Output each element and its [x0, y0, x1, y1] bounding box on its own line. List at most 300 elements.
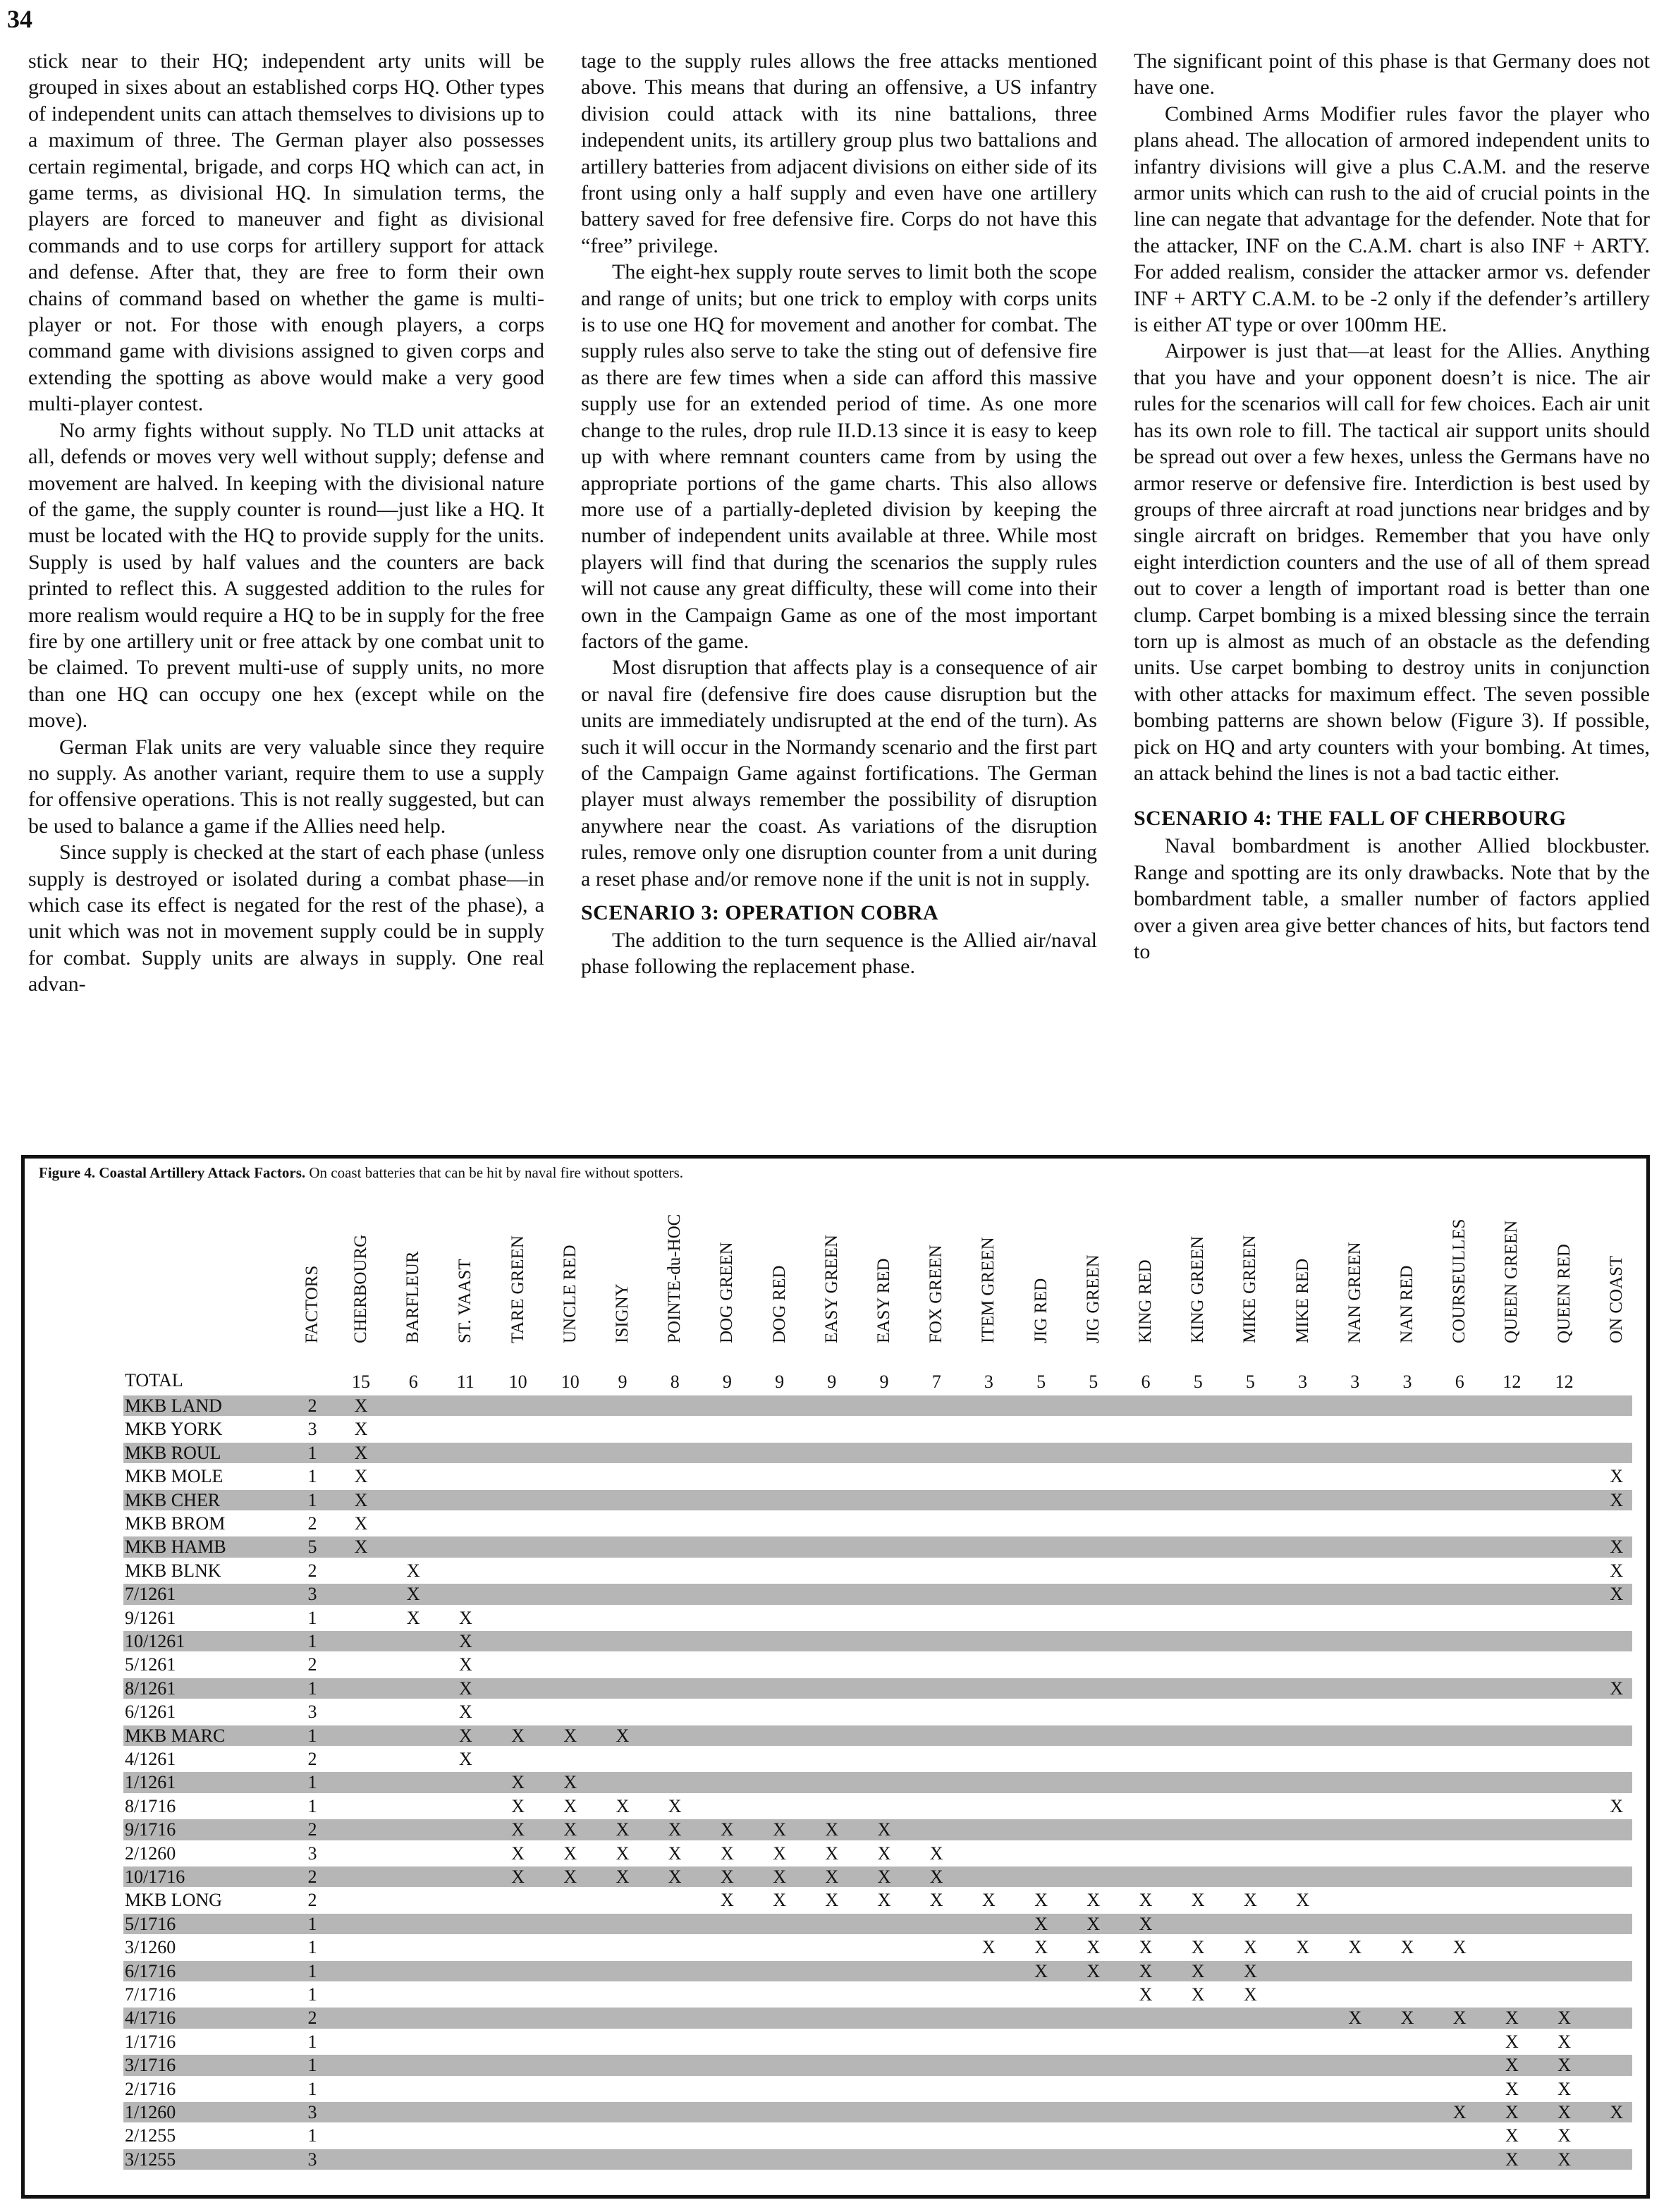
- column-header-label: TARE GREEN: [508, 1235, 527, 1343]
- x-mark: X: [1244, 1937, 1257, 1958]
- column-headers: [25, 1187, 1646, 1363]
- battery-factor: 1: [307, 1795, 317, 1816]
- battery-name: 4/1261: [125, 1749, 176, 1769]
- column-header-target: [1135, 1194, 1156, 1363]
- paragraph: The significant point of this phase is that Germany does not have one.: [1134, 49, 1650, 99]
- row-shading: [123, 1631, 1632, 1651]
- battery-factor: 1: [307, 1607, 317, 1628]
- column-header-label: POINTE-du-HOC: [665, 1214, 685, 1343]
- table-row: [25, 1795, 1646, 1818]
- battery-factor: 2: [307, 1395, 317, 1416]
- total-value: 3: [1402, 1371, 1412, 1392]
- row-shading: [123, 1961, 1632, 1981]
- x-mark: X: [1505, 2008, 1519, 2029]
- column-header-target: [716, 1194, 737, 1363]
- x-mark: X: [406, 1584, 420, 1605]
- battery-name: MKB MARC: [125, 1725, 226, 1746]
- column-header-label: EASY GREEN: [821, 1235, 841, 1343]
- x-mark: X: [721, 1890, 734, 1911]
- table-row: [25, 1960, 1646, 1983]
- total-value: 5: [1036, 1371, 1046, 1392]
- column-header-target: [1187, 1194, 1208, 1363]
- paragraph: Naval bombardment is another Allied blockbuster. Range and spotting are its only drawbacks. Note that by the bombardment table, a smaller number of factors applied over a given area give better chances of hits, but factors tend to: [1134, 834, 1650, 963]
- row-shading: [123, 1772, 1632, 1792]
- battery-factor: 3: [307, 1701, 317, 1723]
- battery-factor: 3: [307, 1843, 317, 1864]
- battery-factor: 3: [307, 1419, 317, 1440]
- battery-name: 3/1260: [125, 1937, 176, 1958]
- x-mark: X: [668, 1843, 682, 1864]
- x-mark: X: [511, 1819, 525, 1840]
- x-mark: X: [1610, 1560, 1624, 1581]
- x-mark: X: [773, 1819, 786, 1840]
- page-number: 34: [7, 5, 32, 33]
- row-shading: [123, 1466, 1632, 1486]
- row-shading: [123, 1513, 1632, 1534]
- column-header-label: DOG GREEN: [717, 1242, 737, 1343]
- column-header-label: QUEEN RED: [1554, 1244, 1574, 1343]
- row-shading: [123, 1560, 1632, 1581]
- column-header-label: NAN GREEN: [1345, 1242, 1364, 1343]
- row-shading: [123, 1490, 1632, 1510]
- x-mark: X: [354, 1489, 368, 1510]
- row-shading: [123, 1725, 1632, 1746]
- column-header-target: [1292, 1194, 1314, 1363]
- battery-factor: 1: [307, 1772, 317, 1793]
- column-header-label: NAN RED: [1397, 1265, 1416, 1343]
- x-mark: X: [1557, 2078, 1571, 2099]
- paragraph: Combined Arms Modifier rules favor the player who plans ahead. The allocation of armored independent units to infantry divisions will give a plus C.A.M. and the reserve armor units which can rush to the aid of crucial points in the line can negate that advantage for the defender. Note that for the attacker, INF on the C.A.M. chart is also INF + ARTY. For added realism, consider the attacker armor vs. defender INF + ARTY C.A.M. to be -2 only if the defender’s artillery is either AT type or over 100mm HE.: [1134, 102, 1650, 337]
- x-mark: X: [825, 1843, 839, 1864]
- x-mark: X: [1034, 1960, 1048, 1981]
- row-shading: [123, 1654, 1632, 1675]
- x-mark: X: [354, 1536, 368, 1558]
- x-mark: X: [616, 1725, 630, 1746]
- table-row: [25, 1441, 1646, 1465]
- x-mark: X: [1610, 1536, 1624, 1558]
- battery-name: MKB BLNK: [125, 1560, 221, 1581]
- x-mark: X: [1034, 1913, 1048, 1934]
- x-mark: X: [1191, 1890, 1205, 1911]
- battery-factor: 1: [307, 1960, 317, 1981]
- column-header-label: JIG RED: [1031, 1278, 1051, 1343]
- column-header-target: [612, 1194, 633, 1363]
- section-heading: SCENARIO 4: THE FALL OF CHERBOURG: [1134, 807, 1567, 831]
- column-header-target: [455, 1194, 476, 1363]
- x-mark: X: [929, 1866, 943, 1887]
- paragraph: stick near to their HQ; independent arty units will be grouped in sixes about an established corps HQ. Other types of independent units can attach themselves to divisions up to a maximum of three. The German player also possesses certain regimental, brigade, and corps HQ which can act, in game terms, as divisional HQ. In simulation terms, the players are forced to maneuver and fight as divisional commands and to use corps for artillery support for attack and defense. After that, they are free to form their own chains of command based on whether the game is multi-player or not. For those with enough players, a corps command game with divisions assigned to given corps and extending the spotting as above would make a very good multi-player contest.: [28, 49, 544, 416]
- x-mark: X: [1557, 2008, 1571, 2029]
- x-mark: X: [668, 1866, 682, 1887]
- row-shading: [123, 1749, 1632, 1769]
- table-row: [25, 2148, 1646, 2171]
- battery-factor: 2: [307, 1890, 317, 1911]
- x-mark: X: [1610, 2102, 1624, 2122]
- battery-name: 1/1716: [125, 2031, 176, 2052]
- column-header-label: FOX GREEN: [926, 1245, 946, 1343]
- x-mark: X: [1610, 1584, 1624, 1605]
- row-shading: [123, 1914, 1632, 1934]
- battery-factor: 1: [307, 1913, 317, 1934]
- total-value: 15: [352, 1371, 370, 1392]
- battery-factor: 3: [307, 1584, 317, 1605]
- column-header-target: [664, 1194, 685, 1363]
- x-mark: X: [1244, 1984, 1257, 2005]
- x-mark: X: [1348, 2008, 1362, 2029]
- x-mark: X: [1087, 1937, 1101, 1958]
- x-mark: X: [1505, 2031, 1519, 2052]
- column-header-label: QUEEN GREEN: [1502, 1220, 1522, 1343]
- column-header-target: [560, 1194, 581, 1363]
- table-row: [25, 1653, 1646, 1676]
- x-mark: X: [1087, 1960, 1101, 1981]
- table-row: [25, 1865, 1646, 1888]
- row-shading: [123, 2102, 1632, 2122]
- paragraph: The eight-hex supply route serves to limit both the scope and range of units; but one trick to employ with corps units is to use one HQ for movement and another for combat. The supply rules also serve to take the sting out of defensive fire as there are few times when a side can afford this massive supply use for an extended period of time. As one more change to the rules, drop rule II.D.13 since it is easy to keep up with where remnant counters came from by using the appropriate portions of the game charts. This also allows more use of a partially-depleted division by keeping the number of independent units available at three. While most players will find that during the scenarios the supply rules will not cause any great difficulty, these will come into their own in the Campaign Game as one of the most important factors of the game.: [581, 260, 1097, 653]
- column-header-label: DOG RED: [769, 1265, 789, 1343]
- column-header-label: BARFLEUR: [403, 1251, 423, 1343]
- column-header-label: ON COAST: [1606, 1255, 1626, 1343]
- column-header-target: [1240, 1194, 1261, 1363]
- battery-name: MKB CHER: [125, 1489, 221, 1510]
- row-shading: [123, 1678, 1632, 1699]
- x-mark: X: [877, 1890, 891, 1911]
- column-header-target: [1083, 1194, 1104, 1363]
- battery-name: 10/1261: [125, 1631, 185, 1651]
- x-mark: X: [511, 1843, 525, 1864]
- x-mark: X: [1610, 1489, 1624, 1510]
- battery-name: 2/1260: [125, 1843, 176, 1864]
- total-value: 11: [456, 1371, 475, 1392]
- table-row: [25, 1512, 1646, 1535]
- total-value: 7: [931, 1371, 941, 1392]
- battery-factor: 3: [307, 2102, 317, 2122]
- x-mark: X: [511, 1866, 525, 1887]
- row-shading: [123, 1796, 1632, 1816]
- column-header-target: [1449, 1194, 1470, 1363]
- x-mark: X: [459, 1607, 472, 1628]
- battery-name: 8/1261: [125, 1678, 176, 1699]
- total-value: 10: [561, 1371, 580, 1392]
- row-shading: [123, 1584, 1632, 1604]
- battery-name: MKB LONG: [125, 1890, 222, 1911]
- column-header-target: [978, 1194, 999, 1363]
- row-shading: [123, 1419, 1632, 1439]
- battery-factor: 2: [307, 1819, 317, 1840]
- table-row: [25, 1630, 1646, 1653]
- x-mark: X: [354, 1395, 368, 1416]
- x-mark: X: [1034, 1890, 1048, 1911]
- x-mark: X: [1452, 2102, 1467, 2122]
- battery-factor: 1: [307, 2055, 317, 2076]
- x-mark: X: [1557, 2031, 1571, 2052]
- x-mark: X: [668, 1795, 682, 1816]
- row-shading: [123, 1443, 1632, 1463]
- x-mark: X: [1505, 2102, 1519, 2122]
- total-value: 12: [1555, 1371, 1574, 1392]
- table-row: [25, 1842, 1646, 1865]
- paragraph: Most disruption that affects play is a consequence of air or naval fire (defensive fire does cause disruption but the units are immediately undisrupted at the end of the turn). As such it will occur in the Normandy scenario and the first part of the Campaign Game against fortifications. The German player must always remember the possibility of disruption anywhere near the coast. As variations of the disruption rules, remove only one disruption counter from a unit during a reset phase and/or remove none if the unit is not in supply.: [581, 656, 1097, 891]
- column-header-label: MIKE GREEN: [1240, 1235, 1260, 1343]
- table-row: [25, 1582, 1646, 1606]
- text-column-1: [28, 48, 544, 1127]
- table-row: [25, 1771, 1646, 1794]
- table-row: [25, 1700, 1646, 1723]
- x-mark: X: [721, 1866, 734, 1887]
- column-header-factors: [302, 1194, 323, 1363]
- total-value: 9: [722, 1371, 732, 1392]
- x-mark: X: [668, 1819, 682, 1840]
- battery-name: 1/1260: [125, 2102, 176, 2122]
- battery-factor: 1: [307, 1984, 317, 2005]
- total-value: [1606, 1370, 1627, 1393]
- x-mark: X: [982, 1937, 996, 1958]
- x-mark: X: [563, 1843, 577, 1864]
- column-header-target: [874, 1194, 895, 1363]
- battery-name: 2/1716: [125, 2078, 176, 2099]
- x-mark: X: [511, 1795, 525, 1816]
- table-row: [25, 1912, 1646, 1936]
- x-mark: X: [563, 1866, 577, 1887]
- battery-factor: 2: [307, 1560, 317, 1581]
- x-mark: X: [1557, 2149, 1571, 2170]
- x-mark: X: [1452, 2008, 1467, 2029]
- table-row: [25, 1535, 1646, 1558]
- row-shading: [123, 2031, 1632, 2052]
- battery-factor: 1: [307, 1442, 317, 1463]
- battery-factor: 5: [307, 1536, 317, 1558]
- text-column-3: [1134, 48, 1650, 1127]
- total-value: 8: [670, 1371, 680, 1392]
- x-mark: X: [1191, 1984, 1205, 2005]
- totals-label: TOTAL: [125, 1370, 183, 1391]
- column-header-label: COURSEULLES: [1450, 1218, 1469, 1343]
- x-mark: X: [354, 1466, 368, 1487]
- table-row: [25, 1888, 1646, 1912]
- total-value: 6: [1455, 1371, 1464, 1392]
- row-shading: [123, 1536, 1632, 1557]
- x-mark: X: [459, 1749, 472, 1769]
- row-shading: [123, 2149, 1632, 2170]
- battery-factor: 2: [307, 1749, 317, 1769]
- table-row: [25, 1606, 1646, 1630]
- total-value: 9: [618, 1371, 628, 1392]
- x-mark: X: [877, 1843, 891, 1864]
- column-header-label: KING RED: [1136, 1259, 1155, 1343]
- battery-name: MKB MOLE: [125, 1466, 224, 1487]
- table-row: [25, 2006, 1646, 2029]
- row-shading: [123, 1701, 1632, 1722]
- column-header-target: [1606, 1194, 1627, 1363]
- x-mark: X: [1191, 1960, 1205, 1981]
- battery-name: 6/1716: [125, 1960, 176, 1981]
- total-value: 9: [827, 1371, 837, 1392]
- x-mark: X: [1557, 2055, 1571, 2076]
- x-mark: X: [1557, 2102, 1571, 2122]
- battery-factor: 1: [307, 1725, 317, 1746]
- x-mark: X: [1610, 1795, 1624, 1816]
- x-mark: X: [929, 1890, 943, 1911]
- table-row: [25, 1724, 1646, 1747]
- table-row: [25, 1394, 1646, 1417]
- x-mark: X: [1505, 2078, 1519, 2099]
- battery-factor: 2: [307, 1513, 317, 1534]
- table-row: [25, 2077, 1646, 2101]
- table-row: [25, 2053, 1646, 2077]
- table-row: [25, 1818, 1646, 1841]
- battery-name: MKB YORK: [125, 1419, 223, 1440]
- battery-name: 10/1716: [125, 1866, 185, 1887]
- battery-factor: 1: [307, 1489, 317, 1510]
- total-value: 5: [1193, 1371, 1203, 1392]
- x-mark: X: [616, 1866, 630, 1887]
- total-value: 6: [1141, 1371, 1151, 1392]
- column-header-target: [1501, 1194, 1522, 1363]
- battery-name: MKB LAND: [125, 1395, 222, 1416]
- x-mark: X: [1610, 1466, 1624, 1487]
- x-mark: X: [929, 1843, 943, 1864]
- table-row: [25, 1489, 1646, 1512]
- column-header-label: KING GREEN: [1188, 1235, 1208, 1343]
- battery-factor: 1: [307, 1937, 317, 1958]
- column-header-target: [1554, 1194, 1575, 1363]
- battery-factor: 3: [307, 2149, 317, 2170]
- total-value: 3: [1298, 1371, 1308, 1392]
- table-row: [25, 1677, 1646, 1700]
- column-header-label: JIG GREEN: [1083, 1254, 1103, 1343]
- x-mark: X: [1034, 1937, 1048, 1958]
- battery-name: 2/1255: [125, 2125, 176, 2146]
- x-mark: X: [825, 1890, 839, 1911]
- x-mark: X: [406, 1560, 420, 1581]
- x-mark: X: [1139, 1984, 1153, 2005]
- x-mark: X: [773, 1843, 786, 1864]
- battery-name: 7/1716: [125, 1984, 176, 2005]
- battery-name: 6/1261: [125, 1701, 176, 1723]
- x-mark: X: [1610, 1678, 1624, 1699]
- column-header-target: [926, 1194, 947, 1363]
- table-row: [25, 1417, 1646, 1441]
- column-header-label: ST. VAAST: [455, 1259, 475, 1343]
- x-mark: X: [511, 1772, 525, 1793]
- x-mark: X: [1191, 1937, 1205, 1958]
- battery-name: 7/1261: [125, 1584, 176, 1605]
- battery-name: 5/1261: [125, 1654, 176, 1675]
- total-value: 6: [408, 1371, 418, 1392]
- paragraph: Since supply is checked at the start of each phase (unless supply is destroyed or isolated during a combat phase—in which case its effect is negated for the rest of the phase), a unit which was not in movement supply could be in supply for combat. Supply units are always in supply. One real advan-: [28, 841, 544, 996]
- battery-name: 9/1716: [125, 1819, 176, 1840]
- paragraph: Airpower is just that—at least for the Allies. Anything that you have and your opponent doesn’t is nice. The air rules for the scenarios will call for few choices. Each air unit has its own role to fill. The tactical air support units should be spread out over a few hexes, unless the Germans have no armor reserve or defensive fire. Interdiction is best used by groups of three aircraft at road junctions near bridges and by single aircraft on bridges. Remember that you have only eight interdiction counters and the use of all of them spread out to cover a length of important road is better than one clump. Carpet bombing is a mixed blessing since the terrain torn up is almost as much of an obstacle as the defending units. Use carpet bombing to destroy units in conjunction with other attacks for maximum effect. The seven possible bombing patterns are shown below (Figure 3). If possible, pick on HQ and arty counters with your bombing. At times, an attack behind the lines is not a bad tactic either.: [1134, 339, 1650, 785]
- battery-factor: 2: [307, 1866, 317, 1887]
- battery-factor: 1: [307, 1678, 317, 1699]
- paragraph: German Flak units are very valuable since they require no supply. As another variant, require them to use a supply for offensive operations. This is not really suggested, but can be used to balance a game if the Allies need help.: [28, 735, 544, 838]
- x-mark: X: [616, 1819, 630, 1840]
- battery-name: 4/1716: [125, 2008, 176, 2029]
- x-mark: X: [1087, 1890, 1101, 1911]
- row-shading: [123, 2125, 1632, 2146]
- figure-caption-title: Figure 4. Coastal Artillery Attack Factors.: [39, 1164, 306, 1181]
- figure-caption-text: On coast batteries that can be hit by naval fire without spotters.: [305, 1164, 684, 1181]
- total-value: 3: [1350, 1371, 1360, 1392]
- table-row: [25, 1465, 1646, 1488]
- column-header-target: [1345, 1194, 1366, 1363]
- battery-factor: 1: [307, 2078, 317, 2099]
- x-mark: X: [1400, 1937, 1414, 1958]
- x-mark: X: [1296, 1890, 1309, 1911]
- x-mark: X: [459, 1678, 472, 1699]
- column-header-label: FACTORS: [302, 1265, 322, 1343]
- x-mark: X: [721, 1843, 734, 1864]
- battery-factor: 1: [307, 2031, 317, 2052]
- battery-name: MKB HAMB: [125, 1536, 226, 1558]
- article-body: [28, 48, 1650, 1127]
- x-mark: X: [1244, 1960, 1257, 1981]
- x-mark: X: [1557, 2125, 1571, 2146]
- column-header-target: [508, 1194, 529, 1363]
- total-value: 5: [1089, 1371, 1098, 1392]
- x-mark: X: [1452, 1937, 1467, 1958]
- column-header-label: UNCLE RED: [560, 1245, 580, 1343]
- battery-name: 5/1716: [125, 1913, 176, 1934]
- table-row: [25, 1983, 1646, 2006]
- paragraph: The addition to the turn sequence is the Allied air/naval phase following the replacement phase.: [581, 929, 1097, 979]
- x-mark: X: [354, 1442, 368, 1463]
- text-column-2: [581, 48, 1097, 1127]
- paragraph: No army fights without supply. No TLD unit attacks at all, defends or moves very well without supply; defense and movement are halved. In keeping with the divisional nature of the game, the supply counter is round—just like a HQ. It must be located with the HQ to provide supply for the units. Supply is used by half values and the counters are back printed to reflect this. A suggested addition to the rules for more realism would require a HQ to be in supply for the free fire by one artillery unit or free attack by one combat unit to be claimed. To prevent multi-use of supply units, no more than one HQ can occupy one hex (except while on the move).: [28, 418, 544, 733]
- battery-name: 1/1261: [125, 1772, 176, 1793]
- x-mark: X: [616, 1795, 630, 1816]
- row-shading: [123, 1984, 1632, 2005]
- column-header-label: ITEM GREEN: [979, 1237, 998, 1343]
- total-value: 9: [775, 1371, 785, 1392]
- x-mark: X: [1139, 1937, 1153, 1958]
- row-shading: [123, 2055, 1632, 2075]
- column-header-target: [769, 1194, 790, 1363]
- x-mark: X: [1139, 1890, 1153, 1911]
- x-mark: X: [1087, 1913, 1101, 1934]
- x-mark: X: [563, 1795, 577, 1816]
- x-mark: X: [459, 1654, 472, 1675]
- column-header-label: CHERBOURG: [351, 1234, 370, 1343]
- table-row: [25, 2101, 1646, 2124]
- total-value: 12: [1502, 1371, 1522, 1392]
- x-mark: X: [406, 1607, 420, 1628]
- column-header-target: [403, 1194, 424, 1363]
- battery-factor: 2: [307, 2008, 317, 2029]
- x-mark: X: [773, 1890, 786, 1911]
- battery-factor: 1: [307, 1631, 317, 1651]
- row-shading: [123, 1608, 1632, 1628]
- figure-coastal-artillery-table: [21, 1155, 1650, 2199]
- x-mark: X: [982, 1890, 996, 1911]
- x-mark: X: [1400, 2008, 1414, 2029]
- row-shading: [123, 2079, 1632, 2099]
- x-mark: X: [1348, 1937, 1362, 1958]
- x-mark: X: [511, 1725, 525, 1746]
- table-row: [25, 1559, 1646, 1582]
- table-row: [25, 2124, 1646, 2147]
- x-mark: X: [354, 1419, 368, 1440]
- x-mark: X: [459, 1725, 472, 1746]
- x-mark: X: [1139, 1960, 1153, 1981]
- figure-caption: [39, 1164, 683, 1182]
- battery-name: 9/1261: [125, 1607, 176, 1628]
- x-mark: X: [773, 1866, 786, 1887]
- totals-row: [25, 1370, 1646, 1391]
- battery-name: 3/1716: [125, 2055, 176, 2076]
- x-mark: X: [563, 1772, 577, 1793]
- battery-name: 8/1716: [125, 1795, 176, 1816]
